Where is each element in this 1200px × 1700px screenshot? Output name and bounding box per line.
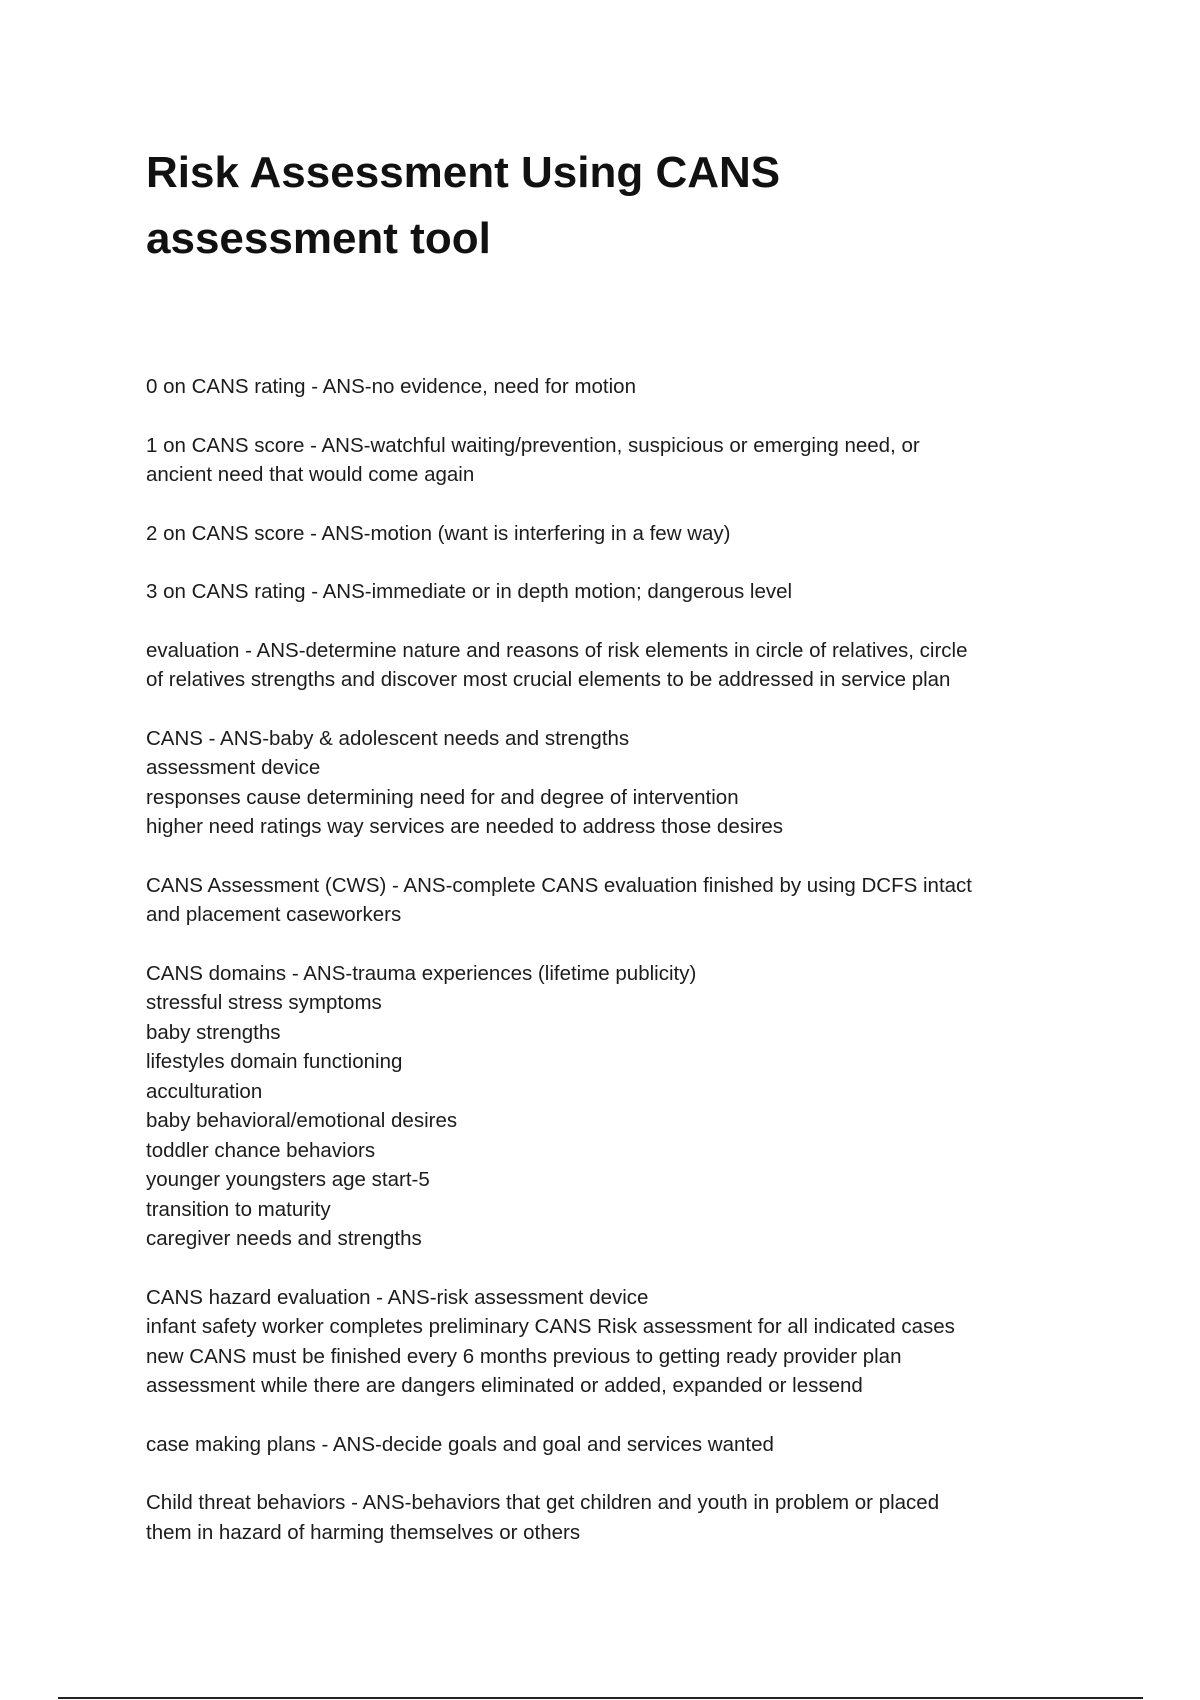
entry-line: transition to maturity — [146, 1197, 331, 1221]
entry-line: CANS - ANS-baby & adolescent needs and strengths — [146, 726, 630, 750]
document-title — [146, 140, 1046, 272]
term-entry — [146, 871, 1086, 930]
entry-line: them in hazard of harming themselves or others — [146, 1520, 581, 1544]
document-body — [146, 372, 1086, 1576]
entry-line: younger youngsters age start-5 — [146, 1168, 430, 1191]
entry-line: new CANS must be finished every 6 months previous to getting ready provider plan — [146, 1344, 902, 1368]
entry-line: assessment while there are dangers eliminated or added, expanded or lessend — [146, 1374, 863, 1397]
footer-divider — [58, 1697, 1143, 1699]
entry-line: 3 on CANS rating - ANS-immediate or in depth motion; dangerous level — [146, 580, 793, 603]
entry-line: infant safety worker completes preliminary CANS Risk assessment for all indicated cases — [146, 1315, 955, 1338]
entry-line: ancient need that would come again — [146, 463, 475, 486]
term-entry — [146, 519, 1086, 549]
entry-line: lifestyles domain functioning — [146, 1050, 403, 1073]
entry-line: CANS domains - ANS-trauma experiences (lifetime publicity) — [146, 961, 697, 985]
term-entry — [146, 372, 1086, 402]
entry-line: CANS Assessment (CWS) - ANS-complete CANS evaluation finished by using DCFS intact — [146, 873, 972, 897]
term-entry — [146, 1430, 1086, 1460]
entry-line: Child threat behaviors - ANS-behaviors that get children and youth in problem or placed — [146, 1491, 940, 1514]
entry-line: assessment device — [146, 756, 321, 779]
entry-line: higher need ratings way services are needed to address those desires — [146, 815, 784, 838]
entry-line: toddler chance behaviors — [146, 1138, 376, 1162]
entry-line: responses cause determining need for and degree of intervention — [146, 785, 739, 809]
entry-line: of relatives strengths and discover most crucial elements to be addressed in service plan — [146, 668, 951, 691]
term-entry — [146, 577, 1086, 607]
term-entry — [146, 1488, 1086, 1547]
entry-line: 0 on CANS rating - ANS-no evidence, need for motion — [146, 375, 636, 398]
term-entry — [146, 431, 1086, 490]
entry-line: evaluation - ANS-determine nature and reasons of risk elements in circle of relatives, circle — [146, 638, 968, 662]
entry-line: and placement caseworkers — [146, 903, 402, 926]
entry-line: case making plans - ANS-decide goals and goal and services wanted — [146, 1432, 774, 1456]
entry-line: 2 on CANS score - ANS-motion (want is interfering in a few way) — [146, 521, 731, 545]
entry-line: baby behavioral/emotional desires — [146, 1109, 458, 1132]
entry-line: caregiver needs and strengths — [146, 1227, 422, 1250]
term-entry — [146, 636, 1086, 695]
entry-line: acculturation — [146, 1079, 263, 1103]
title-line-1: Risk Assessment Using CANS — [146, 148, 781, 197]
entry-line: 1 on CANS score - ANS-watchful waiting/prevention, suspicious or emerging need, or — [146, 433, 920, 457]
term-entry — [146, 1283, 1086, 1401]
entry-line: baby strengths — [146, 1020, 281, 1044]
entry-line: CANS hazard evaluation - ANS-risk assessment device — [146, 1285, 649, 1309]
title-line-2: assessment tool — [146, 214, 491, 263]
term-entry — [146, 724, 1086, 842]
entry-line: stressful stress symptoms — [146, 991, 382, 1014]
term-entry — [146, 959, 1086, 1254]
